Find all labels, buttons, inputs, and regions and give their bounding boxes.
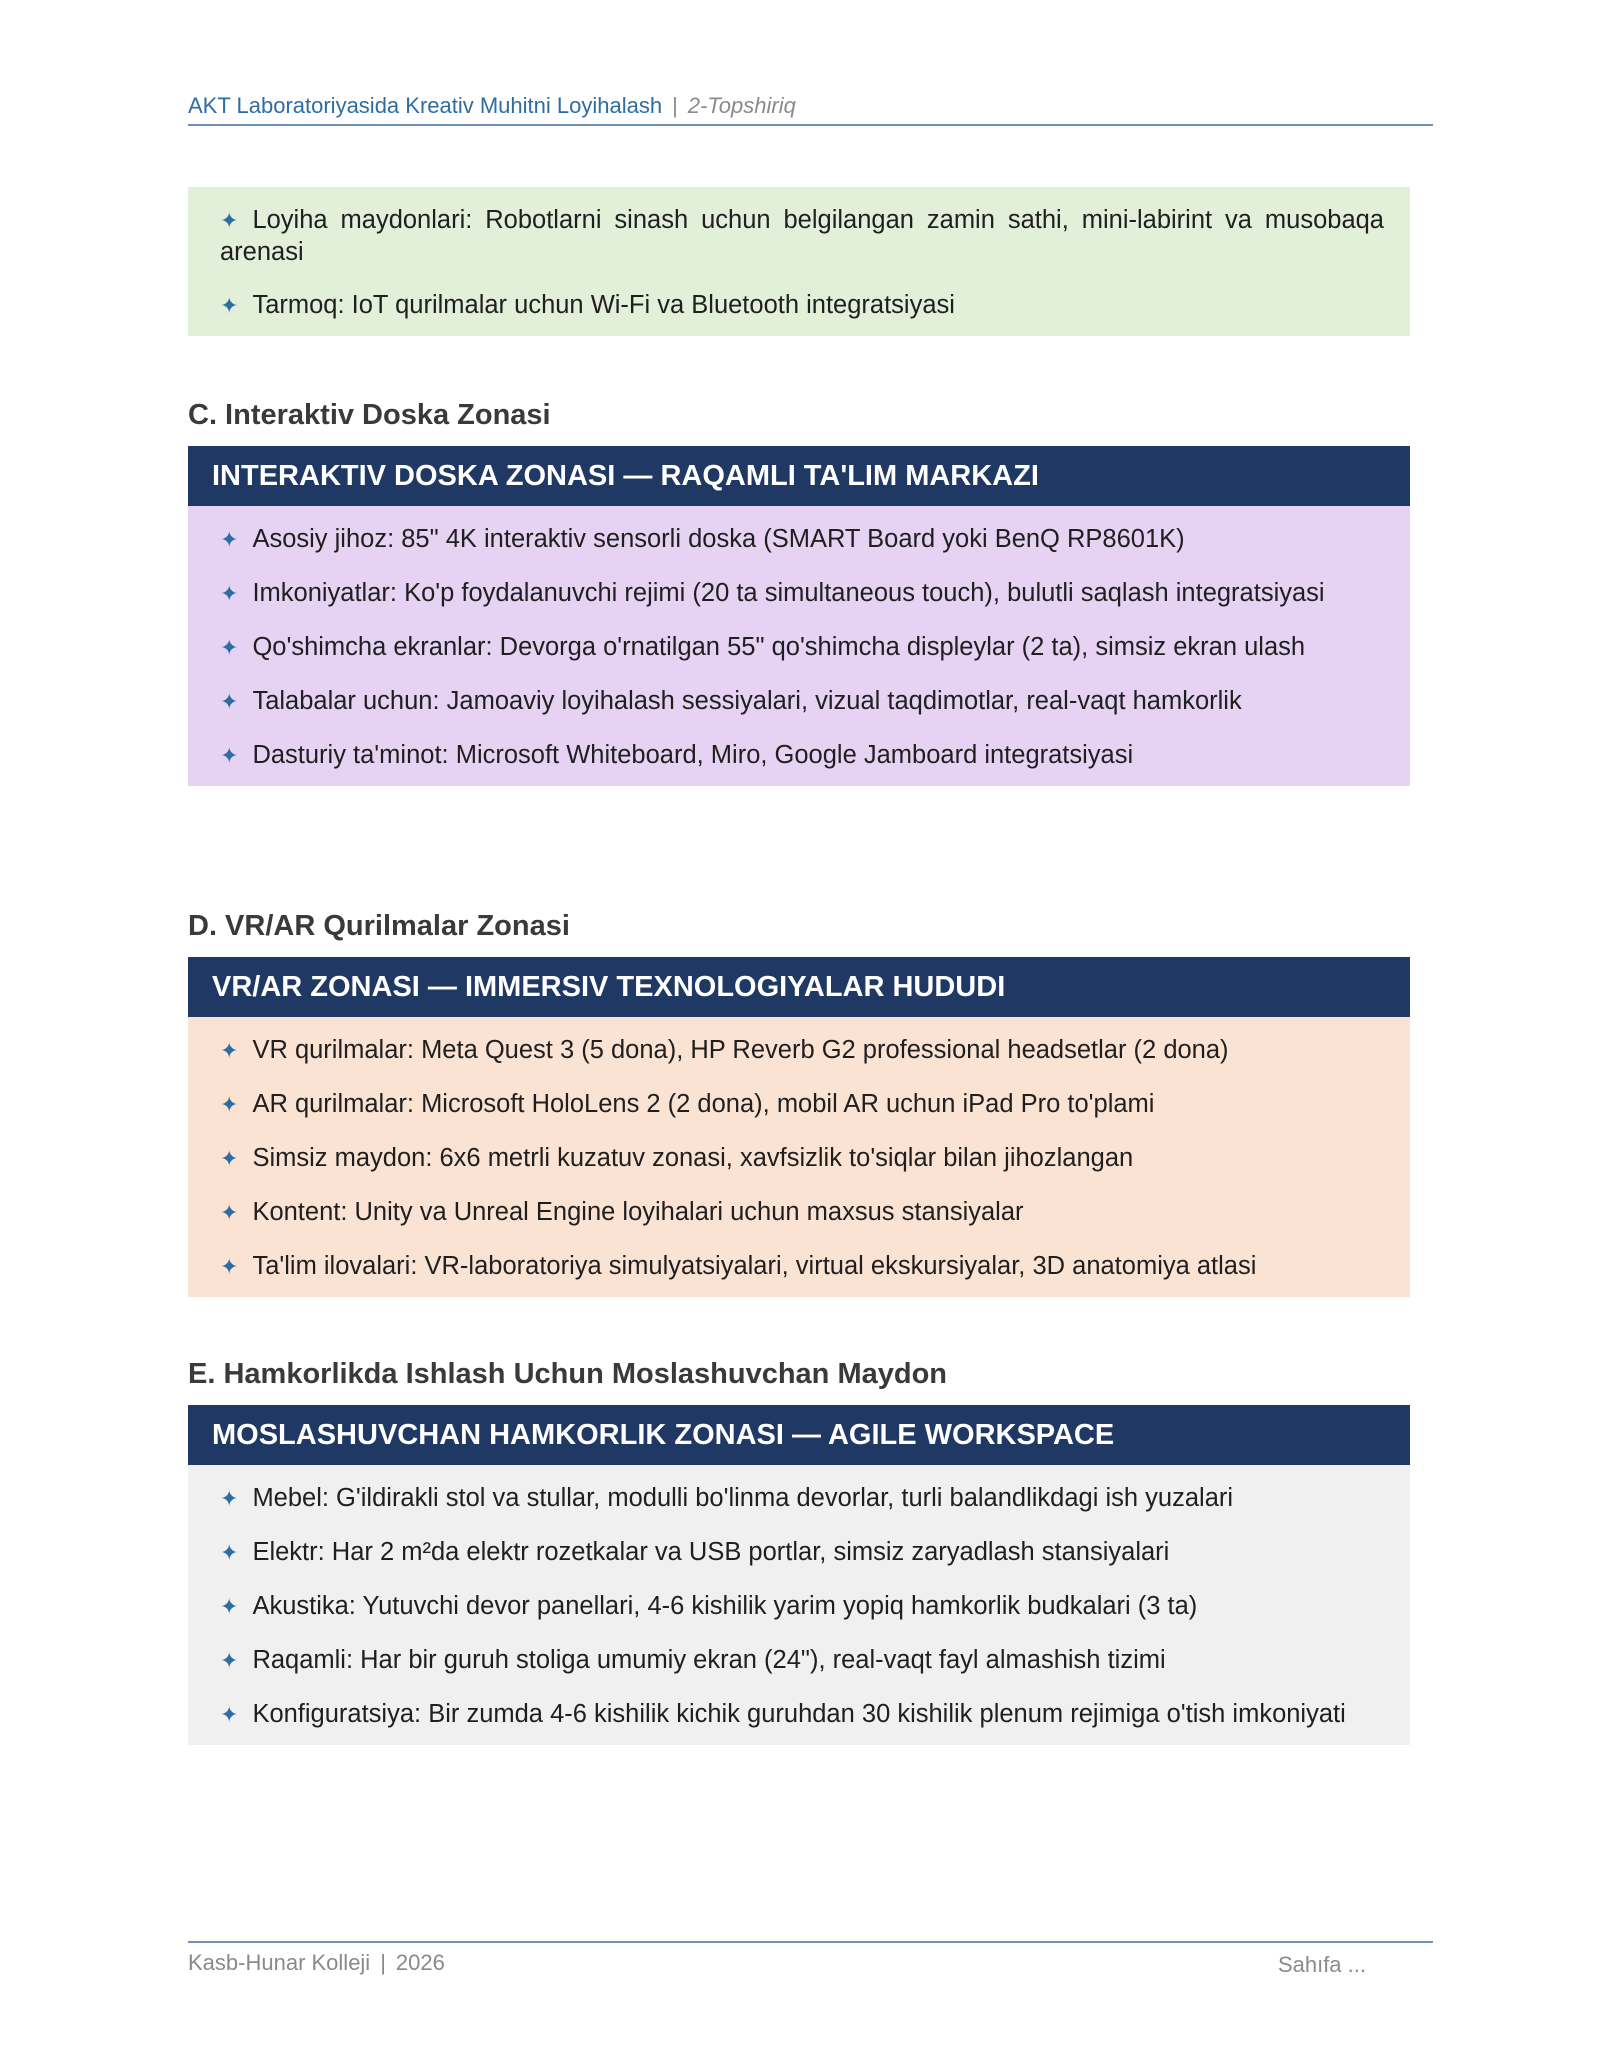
header-task: 2-Topshiriq — [687, 93, 796, 118]
box-body — [188, 506, 1410, 786]
header-title: AKT Laboratoriyasida Kreativ Muhitni Loyihalash — [188, 93, 663, 118]
item-text: Kontent: Unity va Unreal Engine loyihalari uchun maxsus stansiyalar — [252, 1198, 1024, 1226]
star-bullet-icon: ✦ — [220, 636, 239, 661]
section-e-title: E. Hamkorlikda Ishlash Uchun Moslashuvchan Maydon — [188, 1358, 948, 1390]
footer-college: Kasb-Hunar Kolleji — [188, 1950, 371, 1975]
list-item — [220, 290, 1384, 322]
item-text: VR qurilmalar: Meta Quest 3 (5 dona), HP Reverb G2 professional headsetlar (2 dona) — [252, 1036, 1229, 1064]
header-separator: | — [672, 93, 678, 118]
box-body — [188, 1465, 1410, 1745]
star-bullet-icon: ✦ — [220, 690, 239, 715]
item-text: Asosiy jihoz: 85" 4K interaktiv sensorli doska (SMART Board yoki BenQ RP8601K) — [252, 525, 1185, 553]
list-item — [220, 1591, 1384, 1623]
list-item — [220, 524, 1384, 556]
list-item — [220, 205, 1384, 268]
list-item — [220, 1699, 1384, 1731]
section-e-bar: MOSLASHUVCHAN HAMKORLIK ZONASI — AGILE WORKSPACE — [188, 1405, 1410, 1465]
item-text: Akustika: Yutuvchi devor panellari, 4-6 kishilik yarim yopiq hamkorlik budkalari (3 ta) — [252, 1592, 1198, 1620]
star-bullet-icon: ✦ — [220, 1487, 239, 1512]
list-item — [220, 632, 1384, 664]
section-d-title: D. VR/AR Qurilmalar Zonasi — [188, 910, 570, 942]
section-c-bar: INTERAKTIV DOSKA ZONASI — RAQAMLI TA'LIM MARKAZI — [188, 446, 1410, 506]
item-text: Mebel: G'ildirakli stol va stullar, modulli bo'linma devorlar, turli balandlikdagi ish yuzalari — [252, 1484, 1234, 1512]
star-bullet-icon: ✦ — [220, 1093, 239, 1118]
item-text: Tarmoq: IoT qurilmalar uchun Wi-Fi va Bluetooth integratsiyasi — [252, 291, 955, 319]
list-item — [220, 1537, 1384, 1569]
footer-separator: | — [380, 1950, 386, 1975]
list-item — [220, 686, 1384, 718]
list-item — [220, 1251, 1384, 1283]
star-bullet-icon: ✦ — [220, 1703, 239, 1728]
item-text: Konfiguratsiya: Bir zumda 4-6 kishilik kichik guruhdan 30 kishilik plenum rejimiga o'tish imkoniyati — [252, 1700, 1346, 1728]
star-bullet-icon: ✦ — [220, 1649, 239, 1674]
star-bullet-icon: ✦ — [220, 1595, 239, 1620]
list-item — [220, 578, 1384, 610]
item-text: Loyiha maydonlari: Robotlarni sinash uchun belgilangan zamin sathi, mini-labirint va musobaqa arenasi — [220, 206, 1384, 266]
item-text: Ta'lim ilovalari: VR-laboratoriya simulyatsiyalari, virtual ekskursiyalar, 3D anatomiya atlasi — [252, 1252, 1257, 1280]
star-bullet-icon: ✦ — [220, 1039, 239, 1064]
running-header — [188, 92, 1433, 126]
item-text: Dasturiy ta'minot: Microsoft Whiteboard, Miro, Google Jamboard integratsiyasi — [252, 741, 1134, 769]
star-bullet-icon: ✦ — [220, 1201, 239, 1226]
star-bullet-icon: ✦ — [220, 744, 239, 769]
item-text: Elektr: Har 2 m²da elektr rozetkalar va USB portlar, simsiz zaryadlash stansiyalari — [252, 1538, 1170, 1566]
item-text: AR qurilmalar: Microsoft HoloLens 2 (2 dona), mobil AR uchun iPad Pro to'plami — [252, 1090, 1155, 1118]
box-body — [188, 187, 1410, 336]
list-item — [220, 1089, 1384, 1121]
footer-year: 2026 — [395, 1950, 445, 1975]
running-footer — [188, 1941, 1433, 1977]
list-item — [220, 1197, 1384, 1229]
section-d-box — [188, 957, 1410, 1297]
list-item — [220, 1143, 1384, 1175]
list-item — [220, 1035, 1384, 1067]
star-bullet-icon: ✦ — [220, 528, 239, 553]
item-text: Imkoniyatlar: Ko'p foydalanuvchi rejimi (20 ta simultaneous touch), bulutli saqlash integratsiyasi — [252, 579, 1325, 607]
star-bullet-icon: ✦ — [220, 209, 239, 234]
page-number: Sahıfa ... — [1277, 1952, 1366, 1977]
star-bullet-icon: ✦ — [220, 582, 239, 607]
list-item — [220, 1483, 1384, 1515]
section-e-box — [188, 1405, 1410, 1745]
star-bullet-icon: ✦ — [220, 1255, 239, 1280]
section-c-box — [188, 446, 1410, 786]
item-text: Simsiz maydon: 6x6 metrli kuzatuv zonasi, xavfsizlik to'siqlar bilan jihozlangan — [252, 1144, 1134, 1172]
star-bullet-icon: ✦ — [220, 294, 239, 319]
item-text: Talabalar uchun: Jamoaviy loyihalash sessiyalari, vizual taqdimotlar, real-vaqt hamkorlik — [252, 687, 1242, 715]
list-item — [220, 740, 1384, 772]
robotics-continued-box — [188, 187, 1410, 336]
section-c-title: C. Interaktiv Doska Zonasi — [188, 399, 551, 431]
box-body — [188, 1017, 1410, 1297]
item-text: Raqamli: Har bir guruh stoliga umumiy ekran (24"), real-vaqt fayl almashish tizimi — [252, 1646, 1166, 1674]
star-bullet-icon: ✦ — [220, 1147, 239, 1172]
item-text: Qo'shimcha ekranlar: Devorga o'rnatilgan 55" qo'shimcha displeylar (2 ta), simsiz ekran ulash — [252, 633, 1306, 661]
star-bullet-icon: ✦ — [220, 1541, 239, 1566]
list-item — [220, 1645, 1384, 1677]
section-d-bar: VR/AR ZONASI — IMMERSIV TEXNOLOGIYALAR HUDUDI — [188, 957, 1410, 1017]
